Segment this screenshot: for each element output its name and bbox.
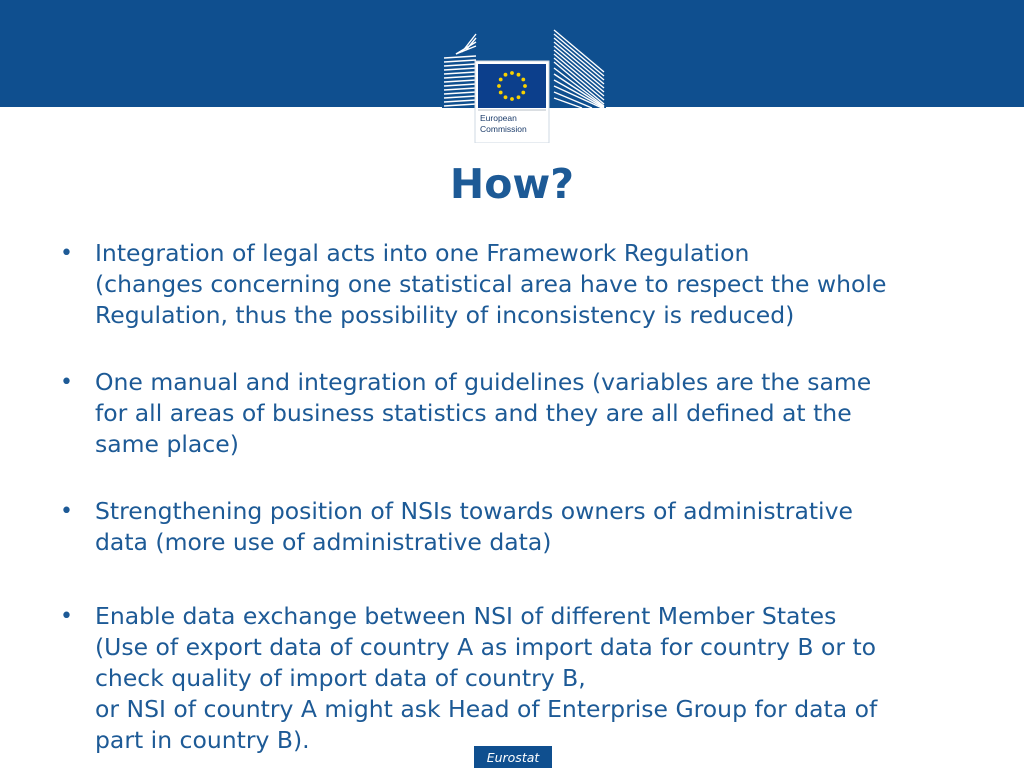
logo-text-european: European [480,113,517,123]
bullet-line: check quality of import data of country B, [95,664,586,692]
bullet-dot-icon: • [60,241,73,266]
bullet-line: part in country B). [95,726,310,754]
bullet-line: or NSI of country A might ask Head of Enterprise Group for data of [95,695,878,723]
bullet-line: Integration of legal acts into one Framework Regulation [95,239,750,267]
european-commission-logo [442,28,606,143]
bullet-line: data (more use of administrative data) [95,528,552,556]
bullet-line: for all areas of business statistics and they are all defined at the [95,399,852,427]
bullet-line: (Use of export data of country A as import data for country B or to [95,633,877,661]
bullet-line: (changes concerning one statistical area have to respect the whole [95,270,887,298]
bullet-dot-icon: • [60,604,73,629]
footer-eurostat-label: Eurostat [474,746,552,768]
bullet-line: Regulation, thus the possibility of inconsistency is reduced) [95,301,795,329]
slide-title: How? [449,160,575,208]
bullet-line: same place) [95,430,239,458]
bullet-line: Enable data exchange between NSI of different Member States [95,602,837,630]
eu-flag [478,64,546,108]
logo-text-commission: Commission [480,124,527,134]
bullet-line: Strengthening position of NSIs towards owners of administrative [95,497,853,525]
bullet-line: One manual and integration of guidelines (variables are the same [95,368,872,396]
bullet-dot-icon: • [60,370,73,395]
bullet-dot-icon: • [60,499,73,524]
